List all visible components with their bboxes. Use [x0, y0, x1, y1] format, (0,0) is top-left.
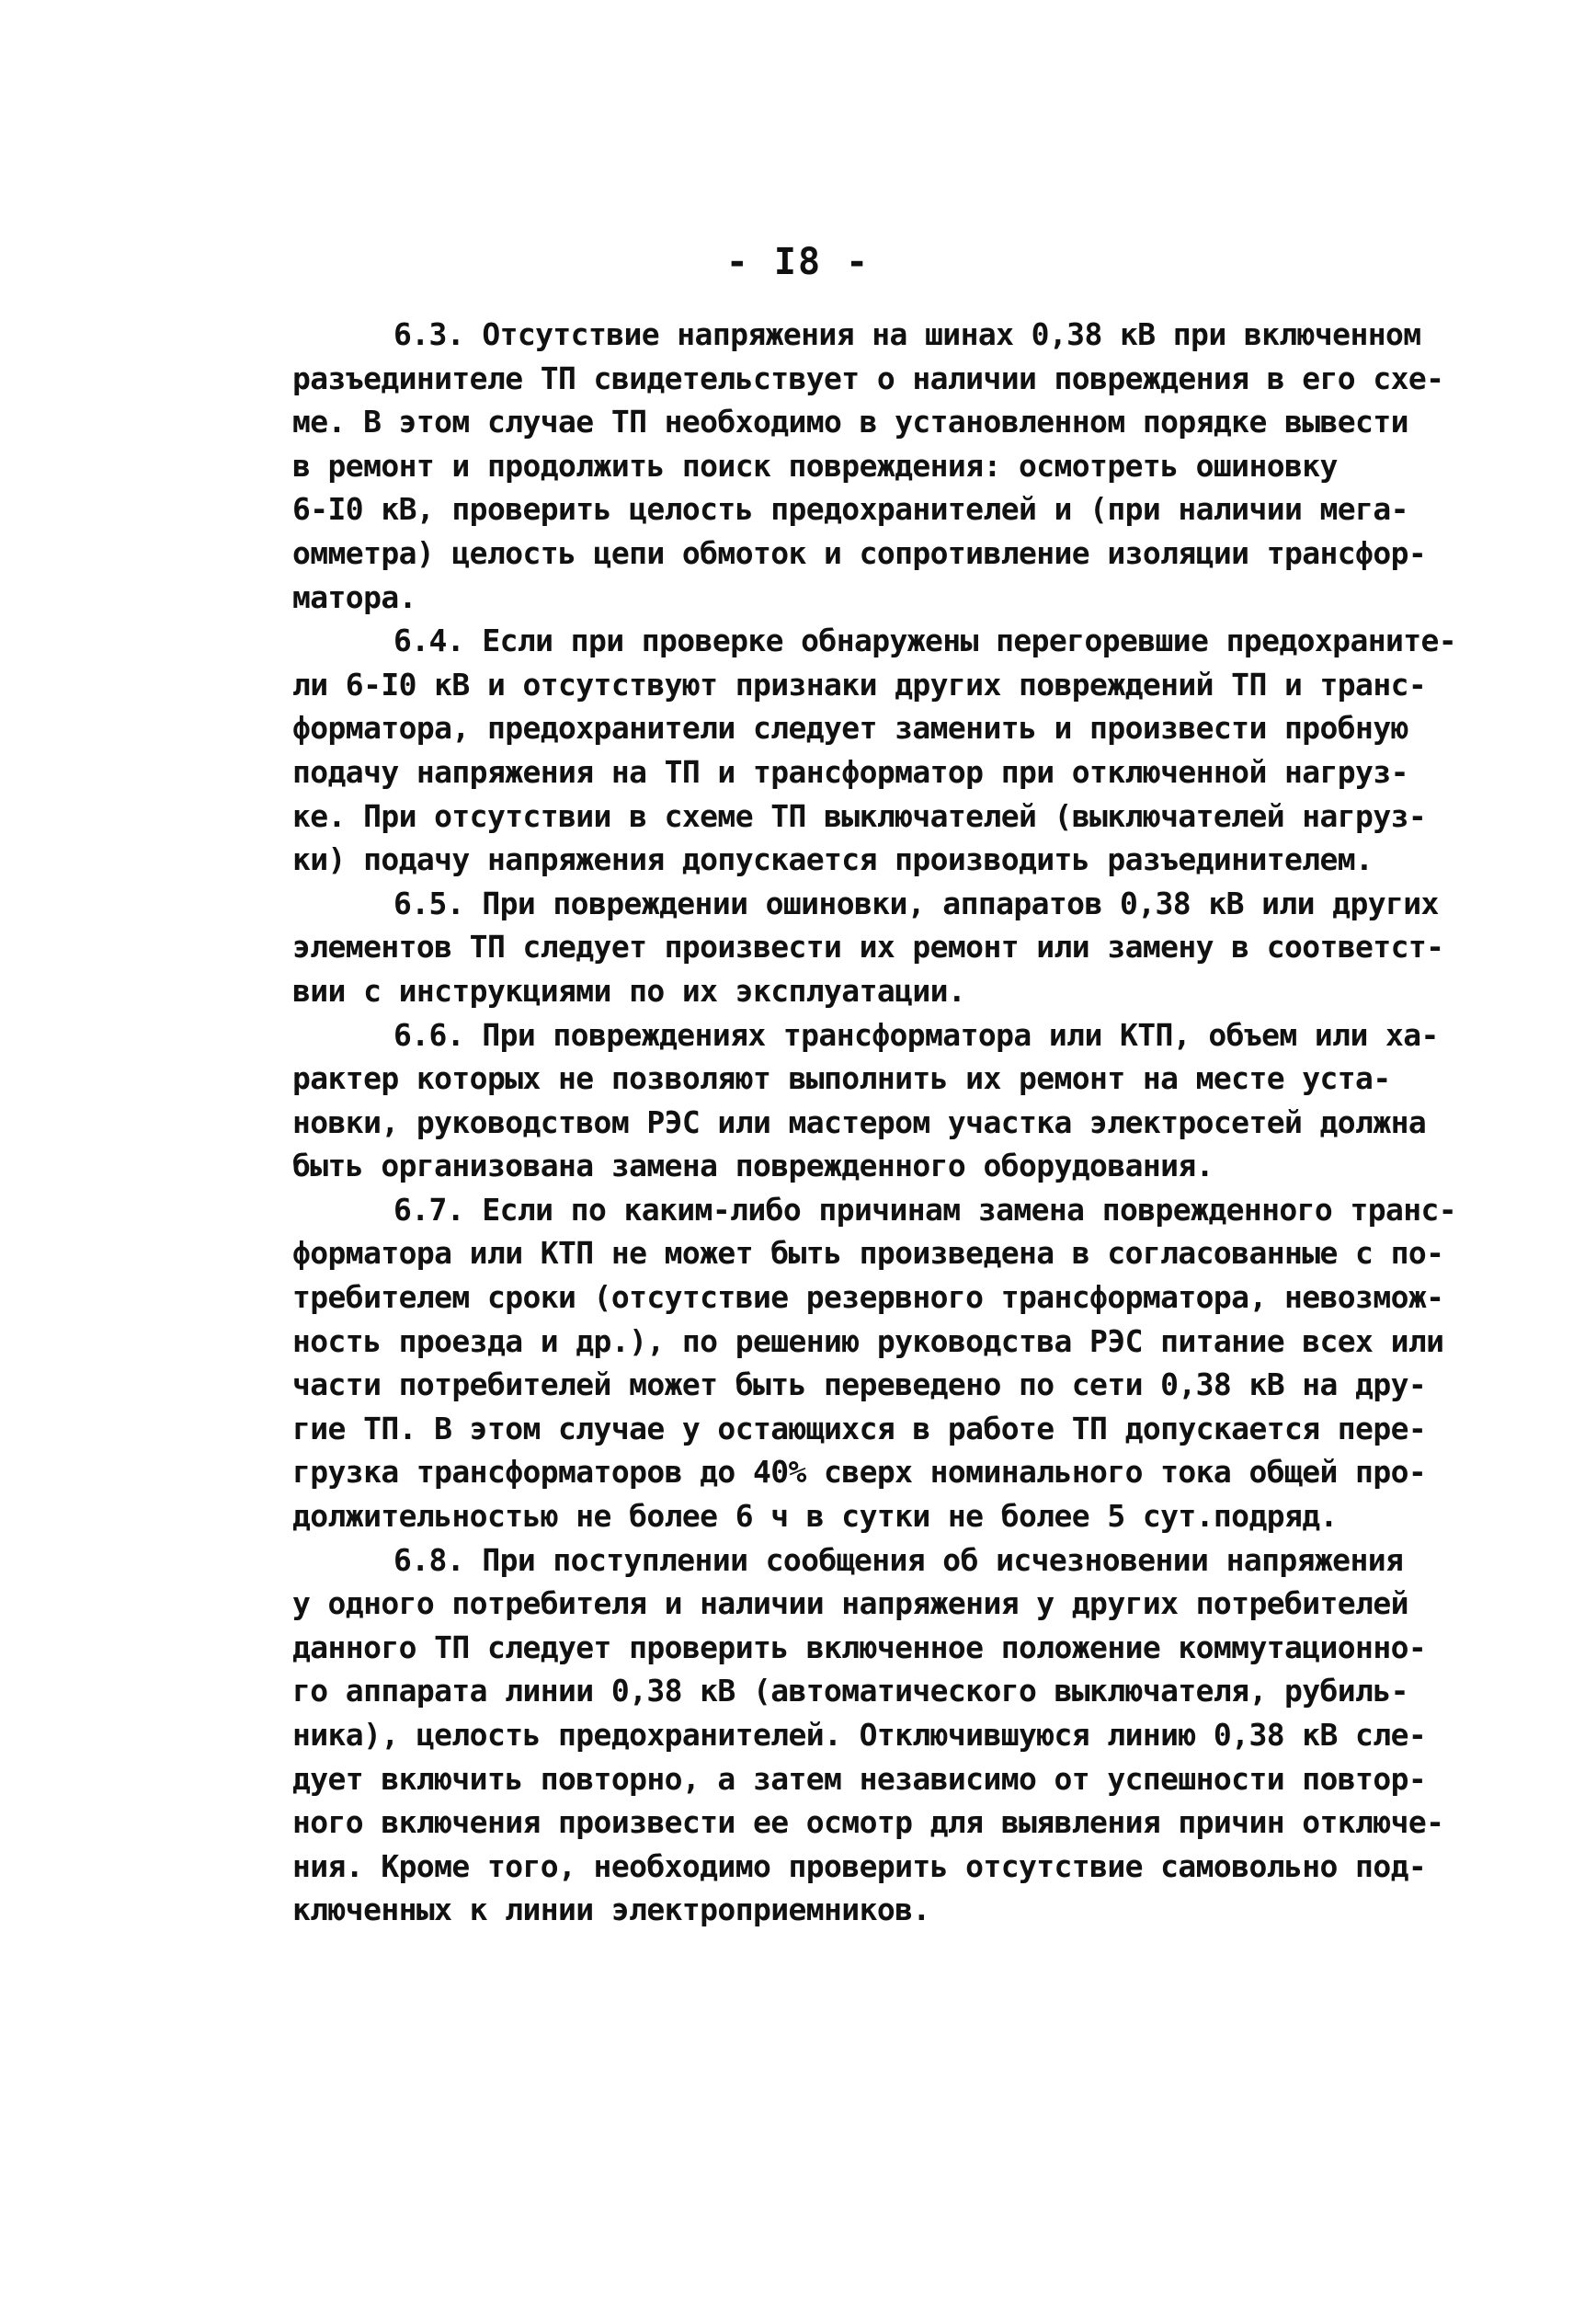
- text-line: омметра) целость цепи обмоток и сопротивление изоляции трансфор-: [292, 534, 1427, 571]
- paragraph-6-8: [292, 1538, 1456, 1932]
- document-body: [292, 313, 1456, 1932]
- text-line: 6.7. Если по каким-либо причинам замена поврежденного транс-: [393, 1191, 1457, 1228]
- text-line: 6.4. Если при проверке обнаружены перегоревшие предохраните-: [393, 623, 1457, 659]
- text-line: ки) подачу напряжения допускается производить разъединителем.: [292, 841, 1374, 878]
- text-line: го аппарата линии 0,38 кВ (автоматического выключателя, рубиль-: [292, 1673, 1408, 1709]
- text-line: дует включить повторно, а затем независимо от успешности повтор-: [292, 1760, 1427, 1797]
- text-line: в ремонт и продолжить поиск повреждения: осмотреть ошиновку: [292, 447, 1338, 484]
- text-line: у одного потребителя и наличии напряжения у других потребителей: [292, 1585, 1408, 1622]
- text-line: 6.3. Отсутствие напряжения на шинах 0,38 кВ при включенном: [393, 316, 1421, 352]
- text-line: форматора или КТП не может быть произведена в согласованные с по-: [292, 1235, 1444, 1272]
- text-line: подачу напряжения на ТП и трансформатор при отключенной нагруз-: [292, 753, 1408, 790]
- text-line: ке. При отсутствии в схеме ТП выключателей (выключателей нагруз-: [292, 797, 1427, 834]
- paragraph-6-5: [292, 882, 1456, 1013]
- text-line: части потребителей может быть переведено по сети 0,38 кВ на дру-: [292, 1366, 1427, 1403]
- text-line: рактер которых не позволяют выполнить их ремонт на месте уста-: [292, 1060, 1391, 1097]
- text-line: требителем сроки (отсутствие резервного трансформатора, невозмож-: [292, 1279, 1444, 1316]
- text-line: ного включения произвести ее осмотр для выявления причин отключе-: [292, 1804, 1444, 1841]
- text-line: 6.8. При поступлении сообщения об исчезновении напряжения: [393, 1541, 1404, 1578]
- text-line: ния. Кроме того, необходимо проверить отсутствие самовольно под-: [292, 1847, 1427, 1884]
- paragraph-6-3: [292, 313, 1456, 619]
- text-line: вии с инструкциями по их эксплуатации.: [292, 972, 966, 1009]
- text-line: гие ТП. В этом случае у остающихся в работе ТП допускается пере-: [292, 1410, 1427, 1446]
- text-line: 6-I0 кВ, проверить целость предохранителей и (при наличии мега-: [292, 491, 1408, 528]
- text-line: матора.: [292, 578, 416, 615]
- text-line: форматора, предохранители следует заменить и произвести пробную: [292, 710, 1408, 747]
- text-line: грузка трансформаторов до 40% сверх номинального тока общей про-: [292, 1454, 1427, 1491]
- text-line: ность проезда и др.), по решению руководства РЭС питание всех или: [292, 1322, 1444, 1359]
- paragraph-6-4: [292, 619, 1456, 882]
- text-line: ключенных к линии электроприемников.: [292, 1892, 930, 1928]
- text-line: ника), целость предохранителей. Отключившуюся линию 0,38 кВ сле-: [292, 1717, 1427, 1753]
- page-number: - I8 -: [725, 241, 871, 283]
- text-line: 6.5. При повреждении ошиновки, аппаратов 0,38 кВ или других: [393, 885, 1439, 921]
- paragraph-6-6: [292, 1013, 1456, 1188]
- text-line: разъединителе ТП свидетельствует о наличии повреждения в его схе-: [292, 360, 1444, 396]
- text-line: должительностью не более 6 ч в сутки не более 5 сут.подряд.: [292, 1498, 1338, 1535]
- text-line: новки, руководством РЭС или мастером участка электросетей должна: [292, 1103, 1427, 1140]
- text-line: данного ТП следует проверить включенное положение коммутационно-: [292, 1629, 1427, 1665]
- paragraph-6-7: [292, 1188, 1456, 1538]
- text-line: 6.6. При повреждениях трансформатора или КТП, объем или ха-: [393, 1016, 1439, 1053]
- text-line: быть организована замена поврежденного оборудования.: [292, 1148, 1214, 1184]
- text-line: элементов ТП следует произвести их ремонт или замену в соответст-: [292, 929, 1444, 966]
- text-line: ли 6-I0 кВ и отсутствуют признаки других повреждений ТП и транс-: [292, 666, 1427, 703]
- text-line: ме. В этом случае ТП необходимо в установленном порядке вывести: [292, 404, 1408, 440]
